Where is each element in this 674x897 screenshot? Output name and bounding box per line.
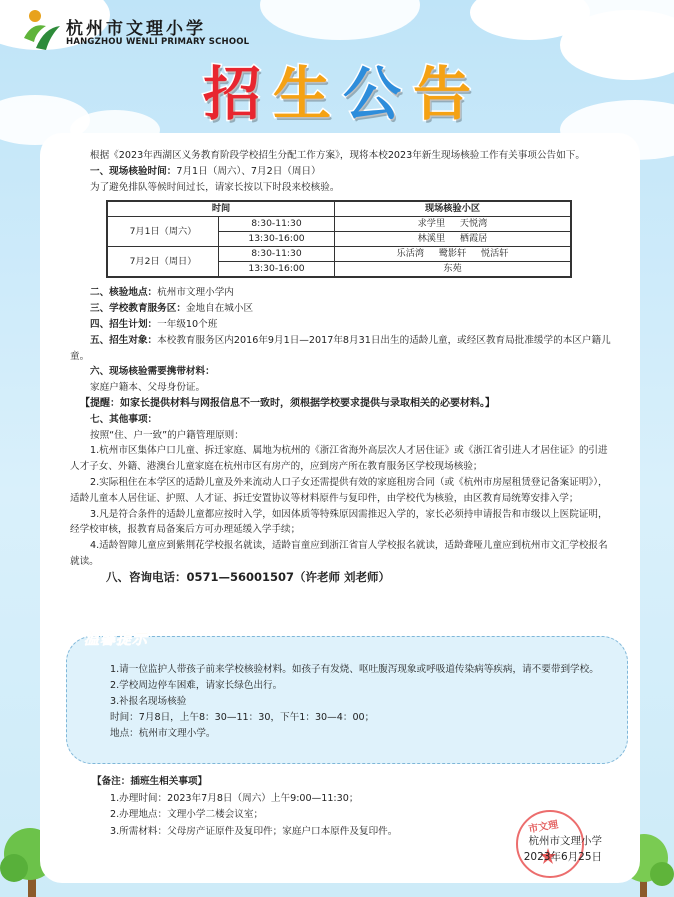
table-area: 林溪里 栖霞居 bbox=[417, 233, 488, 245]
table-header-area: 现场核验小区 bbox=[335, 201, 572, 217]
transfer-note bbox=[92, 774, 522, 840]
tips-title: 温馨提示 bbox=[84, 630, 149, 648]
notice-content bbox=[70, 148, 615, 586]
section-1-note: 为了避免排队等候时间过长，请家长按以下时段来校核验。 bbox=[90, 181, 340, 193]
tips-body bbox=[110, 662, 610, 742]
section-4-label: 四、招生计划： bbox=[90, 318, 158, 330]
intro-text: 根据《2023年西湖区义务教育阶段学校招生分配工作方案》，现将本校2023年新生现场核验工作有关事项公告如下。 bbox=[90, 150, 585, 161]
signature-org: 杭州市文理小学 bbox=[528, 835, 602, 847]
section-8-phone: 八、咨询电话：0571—56001507（许老师 刘老师） bbox=[106, 569, 391, 584]
tips-item: 2.学校周边停车困难，请家长绿色出行。 bbox=[110, 680, 283, 691]
table-row bbox=[107, 217, 571, 247]
title-char: 告 bbox=[413, 60, 472, 128]
section-1-value: 7月1日（周六）、7月2日（周日） bbox=[176, 165, 321, 177]
table-area: 乐活湾 鹭影轩 悦活轩 bbox=[335, 247, 570, 262]
tips-item: 1.请一位监护人带孩子前来学校核验材料。如孩子有发烧、呕吐腹泻现象或呼吸道传染病等疾病，请不要带到学校。 bbox=[110, 664, 599, 675]
school-emblem-icon bbox=[22, 8, 62, 52]
section-7-item: 4.适龄智障儿童应到紫荆花学校报名就读，适龄盲童应到浙江省盲人学校报名就读，适龄聋哑儿童应到杭州市文汇学校报名就读。 bbox=[70, 540, 608, 567]
section-5-label: 五、招生对象： bbox=[90, 334, 158, 346]
tips-item: 3.补报名现场核验 bbox=[110, 696, 187, 707]
section-4-value: 一年级10个班 bbox=[157, 318, 218, 330]
section-2-label: 二、核验地点： bbox=[90, 287, 158, 299]
section-7-item: 3.凡是符合条件的适龄儿童都应按时入学，如因体质等特殊原因需推迟入学的，家长必须持申请报告和市级以上医院证明，经学校审核，报教育局备案后方可办理延缓入学手续； bbox=[70, 508, 608, 536]
section-3-label: 三、学校教育服务区： bbox=[90, 303, 186, 315]
table-header-time: 时间 bbox=[107, 201, 335, 217]
section-6-label: 六、现场核验需要携带材料： bbox=[90, 366, 215, 378]
table-row bbox=[107, 247, 571, 278]
section-5-value: 本校教育服务区内2016年9月1日—2017年8月31日出生的适龄儿童，或经区教育局批准缓学的本区户籍儿童。 bbox=[70, 334, 611, 362]
table-slot: 8:30-11:30 bbox=[219, 247, 335, 262]
table-slot: 13:30-16:00 bbox=[248, 263, 305, 275]
section-7-principle: 按照“住、户一致”的户籍管理原则： bbox=[90, 429, 244, 441]
page-title bbox=[0, 58, 674, 130]
section-6-notice: 【提醒：如家长提供材料与网报信息不一致时，须根据学校要求提供与录取相关的必要材料。】 bbox=[80, 397, 495, 409]
section-3-value: 金地自在城小区 bbox=[185, 303, 254, 315]
tips-time: 时间：7月8日，上午8：30—11：30，下午1：30—4：00； bbox=[110, 712, 375, 723]
note-item: 3.所需材料：父母房产证原件及复印件；家庭户口本原件及复印件。 bbox=[110, 825, 398, 837]
title-char: 招 bbox=[202, 60, 261, 128]
stamp-text: 市文理 bbox=[527, 819, 560, 836]
section-7-label: 七、其他事项： bbox=[90, 413, 158, 425]
table-slot: 8:30-11:30 bbox=[219, 217, 335, 232]
note-item: 1.办理时间：2023年7月8日（周六）上午9:00—11:30； bbox=[110, 792, 359, 804]
section-1-label: 一、现场核验时间： bbox=[90, 165, 177, 177]
table-area: 东苑 bbox=[443, 263, 462, 275]
table-slot: 13:30-16:00 bbox=[248, 233, 305, 245]
table-day-2: 7月2日（周日） bbox=[108, 247, 219, 276]
section-7-item: 2.实际租住在本学区的适龄儿童及外来流动人口子女还需提供有效的家庭租房合同（或《杭州市房屋租赁登记备案证明》），适龄儿童本人居住证、护照、人才证、拆迁安置协议等材料原件与复印件，由学校代为核验，由区教育局统筹安排入学； bbox=[70, 476, 608, 504]
school-logo bbox=[22, 8, 262, 52]
note-item: 2.办理地点：文理小学二楼会议室； bbox=[110, 809, 264, 820]
school-name-en: HANGZHOU WENLI PRIMARY SCHOOL bbox=[66, 37, 250, 47]
tips-place: 地点：杭州市文理小学。 bbox=[110, 728, 216, 739]
note-title: 【备注：插班生相关事项】 bbox=[92, 776, 208, 787]
section-6-value: 家庭户籍本、父母身份证。 bbox=[90, 382, 206, 394]
title-char: 生 bbox=[272, 60, 331, 128]
table-day-1: 7月1日（周六） bbox=[108, 217, 219, 246]
section-2-value: 杭州市文理小学内 bbox=[157, 287, 234, 299]
signature-date: 2023年6月25日 bbox=[523, 850, 602, 863]
signature bbox=[502, 834, 602, 865]
title-char: 公 bbox=[343, 60, 402, 128]
school-name-cn: 杭州市文理小学 bbox=[66, 19, 206, 39]
table-area: 求学里 天悦湾 bbox=[335, 217, 570, 232]
schedule-table bbox=[106, 200, 572, 278]
section-7-item: 1.杭州市区集体户口儿童、拆迁家庭、属地为杭州的《浙江省海外高层次人才居住证》或《浙江省引进人才居住证》的引进人才子女、外籍、港澳台儿童家庭在杭州市区有房产的，应到房产所在教育服务区学校现场核验； bbox=[70, 445, 608, 473]
